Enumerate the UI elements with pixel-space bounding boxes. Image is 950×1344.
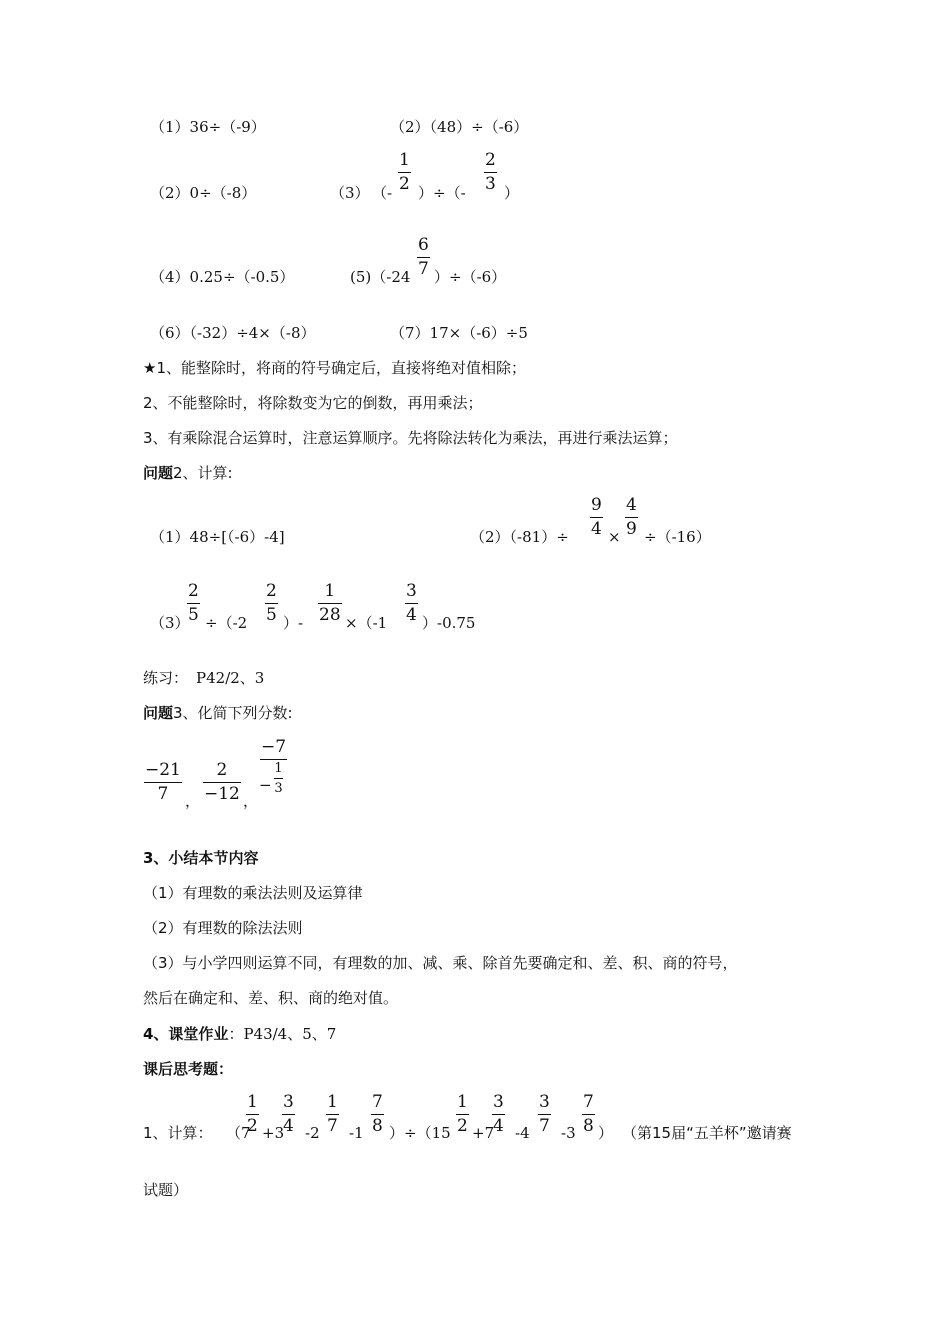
thinking-g2-fraction-3: 3 7 — [539, 1092, 550, 1136]
thinking-g2-fraction-2: 3 4 — [493, 1092, 504, 1136]
exercise-3: （2）0÷（-8） — [150, 184, 257, 202]
problem-3-fraction-2: 2 −12 — [204, 760, 240, 804]
exercise-4-close: ） — [504, 184, 520, 202]
thinking-g1-fraction-2: 3 4 — [283, 1092, 294, 1136]
problem-2-item-2-fraction-2: 4 9 — [626, 495, 637, 539]
exercise-6-open: (5)（-24 — [350, 268, 411, 286]
problem-2-item-1: （1）48÷[（-6）-4] — [150, 528, 285, 546]
thinking-g1-fraction-3: 1 7 — [327, 1092, 338, 1136]
rule-1: ★1、能整除时，将商的符号确定后，直接将绝对值相除； — [143, 359, 526, 377]
rule-2: 2、不能整除时，将除数变为它的倒数，再用乘法； — [143, 394, 483, 412]
thinking-g2-minus-2: -3 — [561, 1124, 576, 1142]
problem-2-item-3-fraction-1: 2 5 — [188, 581, 199, 625]
summary-item-3-continued: 然后在确定和、差、积、商的绝对值。 — [143, 989, 399, 1007]
problem-3-minus-sign: − — [259, 776, 272, 794]
problem-3-separator-1: ， — [185, 792, 201, 810]
problem-3-fraction-1: −21 7 — [145, 760, 181, 804]
exercise-5: （4）0.25÷（-0.5） — [150, 268, 295, 286]
exercise-4-middle: ）÷（- — [418, 184, 466, 202]
thinking-g2-fraction-1: 1 2 — [457, 1092, 468, 1136]
problem-2-item-3-minus: ）- — [283, 614, 304, 632]
thinking-title: 课后思考题： — [143, 1060, 234, 1078]
summary-item-2: （2）有理数的除法法则 — [143, 919, 303, 937]
exercise-4-open: （- — [372, 184, 393, 202]
thinking-g2-minus-1: -4 — [515, 1124, 530, 1142]
exercise-6-close: ）÷（-6） — [434, 268, 507, 286]
problem-3-separator-2: ， — [243, 792, 259, 810]
problem-2-heading: 问题2、计算: — [143, 464, 233, 482]
thinking-g1-plus: +3 — [262, 1124, 285, 1142]
thinking-g2-plus: +7 — [472, 1124, 495, 1142]
problem-2-item-2-end: ÷（-16） — [644, 528, 711, 546]
problem-2-item-3-fraction-4: 3 4 — [406, 581, 417, 625]
problem-2-item-2-start: （2）（-81）÷ — [470, 528, 569, 546]
problem-3-heading: 问题3、化简下列分数: — [143, 704, 293, 722]
problem-2-item-3-fraction-2: 2 5 — [266, 581, 277, 625]
problem-2-item-3-times: ×（-1 — [345, 614, 388, 632]
thinking-g1-fraction-1: 1 2 — [247, 1092, 258, 1136]
exercise-7: （6）（-32）÷4×（-8） — [150, 324, 316, 342]
thinking-g2-fraction-4: 7 8 — [583, 1092, 594, 1136]
problem-3-inner-fraction: $\frac{1}{3}$ — [274, 761, 283, 796]
exercise-4-fraction-1: 1 2 — [399, 150, 410, 194]
summary-item-3: （3）与小学四则运算不同，有理数的加、减、乘、除首先要确定和、差、积、商的符号， — [143, 954, 738, 972]
exercise-4-fraction-2: 2 3 — [485, 150, 496, 194]
exercise-4-label: （3） — [330, 184, 370, 202]
problem-2-item-3-end: ）-0.75 — [422, 614, 476, 632]
thinking-g1-close-divide: ）÷（15 — [389, 1124, 451, 1142]
problem-2-item-2-times: × — [608, 528, 621, 546]
homework-line: 4、课堂作业：P43/4、5、7 — [143, 1025, 337, 1043]
problem-2-item-2-fraction-1: 9 4 — [591, 495, 602, 539]
problem-2-item-3-label: （3） — [150, 614, 190, 632]
exercise-2: （2）（48）÷（-6） — [390, 118, 529, 136]
thinking-source: （第15届“五羊杯”邀请赛 — [622, 1124, 792, 1142]
problem-2-item-3-fraction-3: 1 28 — [319, 581, 341, 625]
thinking-g1-minus-2: -1 — [349, 1124, 364, 1142]
thinking-g1-minus-1: -2 — [305, 1124, 320, 1142]
thinking-g2-close: ） — [598, 1124, 614, 1142]
summary-title: 3、小结本节内容 — [143, 849, 259, 867]
thinking-g1-fraction-4: 7 8 — [372, 1092, 383, 1136]
thinking-source-continued: 试题） — [143, 1181, 189, 1199]
problem-3-fraction-3: −7 − $\frac{1}{3}$ — [259, 737, 287, 796]
thinking-g1-open: （7 — [226, 1124, 251, 1142]
practice-line: 练习： P42/2、3 — [143, 669, 265, 687]
exercise-1: （1）36÷（-9） — [150, 118, 266, 136]
rule-3: 3、有乘除混合运算时，注意运算顺序。先将除法转化为乘法，再进行乘法运算； — [143, 429, 678, 447]
problem-2-item-3-divide: ÷（-2 — [205, 614, 248, 632]
exercise-6-fraction: 6 7 — [418, 235, 429, 279]
thinking-question-label: 1、计算： — [143, 1124, 213, 1142]
exercise-8: （7）17×（-6）÷5 — [390, 324, 528, 342]
summary-item-1: （1）有理数的乘法法则及运算律 — [143, 884, 363, 902]
